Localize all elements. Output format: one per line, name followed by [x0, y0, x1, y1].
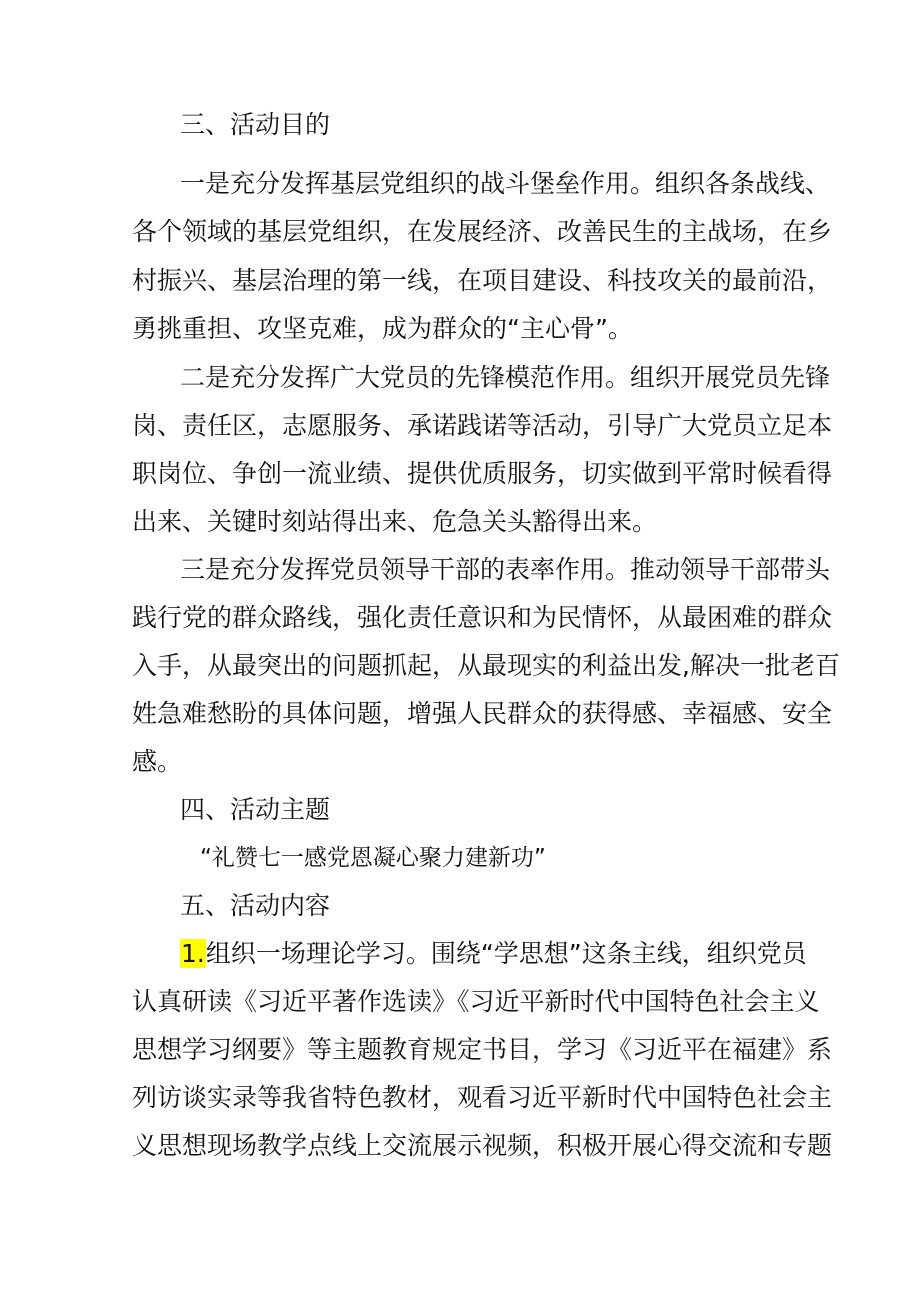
section5-item1-line5: 义思想现场教学点线上交流展示视频，积极开展心得交流和专题: [132, 1131, 833, 1160]
item1-first-line-text: 组织一场理论学习。围绕“学思想”这条主线，组织党员: [205, 939, 807, 968]
section5-item1-line4: 列访谈实录等我省特色教材，观看习近平新时代中国特色社会主: [132, 1083, 833, 1112]
section3-para2-line3: 职岗位、争创一流业绩、提供优质服务，切实做到平常时候看得: [132, 459, 833, 488]
section4-heading: 四、活动主题: [180, 795, 331, 824]
section3-para2-line1: 二是充分发挥广大党员的先锋模范作用。组织开展党员先锋: [180, 363, 831, 392]
section3-para3-line5: 感。: [132, 747, 183, 776]
section3-para3-line1: 三是充分发挥党员领导干部的表率作用。推动领导干部带头: [180, 555, 831, 584]
section3-para1-line2: 各个领域的基层党组织，在发展经济、改善民生的主战场，在乡: [132, 217, 833, 246]
section5-item1-line2: 认真研读《习近平著作选读》《习近平新时代中国特色社会主义: [132, 987, 820, 1016]
section3-para3-line3: 入手，从最突出的问题抓起，从最现实的利益出发,解决一批老百: [132, 651, 840, 680]
section3-para3-line4: 姓急难愁盼的具体问题，增强人民群众的获得感、幸福感、安全: [132, 699, 833, 728]
section3-para1-line1: 一是充分发挥基层党组织的战斗堡垒作用。组织各条战线、: [180, 169, 831, 198]
section3-heading: 三、活动目的: [180, 110, 331, 139]
item-number-highlight: 1.: [181, 939, 205, 968]
section4-theme: “礼赞七一感党恩凝心聚力建新功”: [200, 845, 546, 871]
section3-para1-line4: 勇挑重担、攻坚克难，成为群众的“主心骨”。: [132, 314, 633, 343]
section5-item1-line1: [180, 937, 807, 971]
section3-para2-line4: 出来、关键时刻站得出来、危急关头豁得出来。: [132, 507, 658, 536]
section5-heading: 五、活动内容: [180, 891, 331, 920]
section3-para2-line2: 岗、责任区，志愿服务、承诺践诺等活动，引导广大党员立足本: [132, 411, 833, 440]
section3-para3-line2: 践行党的群众路线，强化责任意识和为民情怀，从最困难的群众: [132, 603, 833, 632]
section5-item1-line3: 思想学习纲要》等主题教育规定书目，学习《习近平在福建》系: [132, 1035, 833, 1064]
section3-para1-line3: 村振兴、基层治理的第一线，在项目建设、科技攻关的最前沿，: [132, 266, 833, 295]
